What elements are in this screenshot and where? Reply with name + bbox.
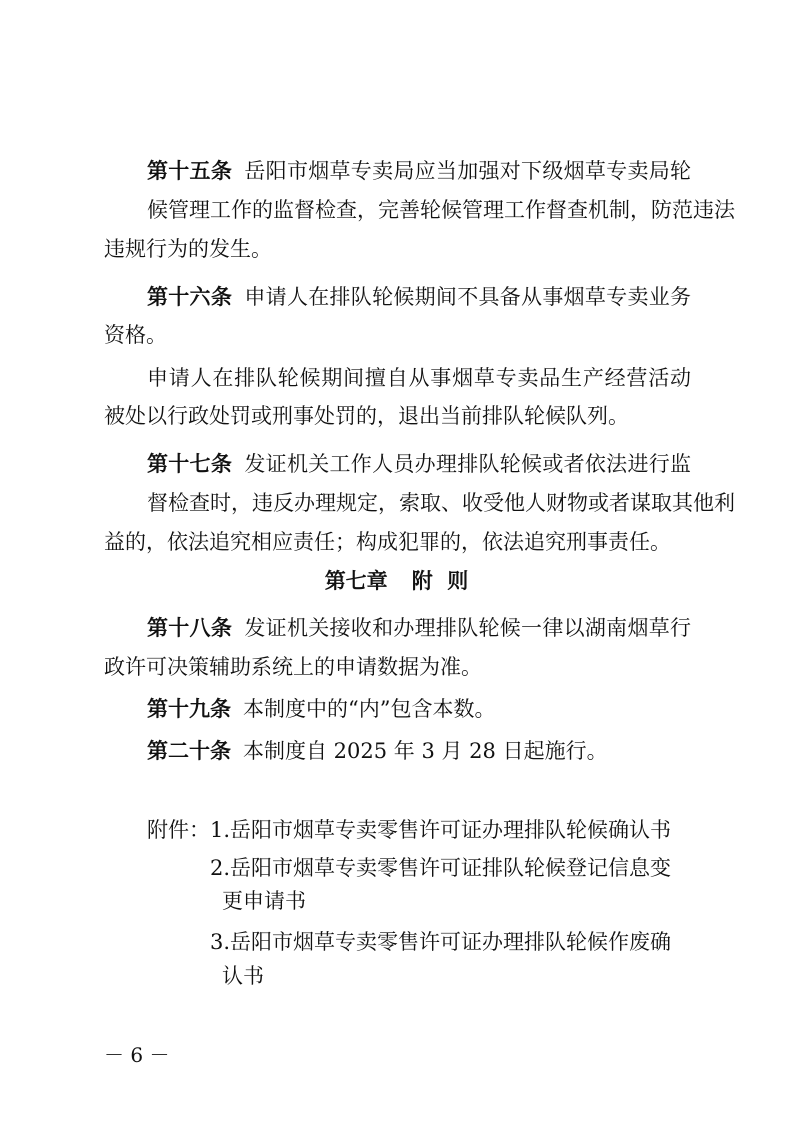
article-16-para-2-line-2: 被处以行政处罚或刑事处罚的，退出当前排队轮候队列。 (104, 404, 629, 428)
attachments-label: 附件： (147, 818, 210, 842)
article-18-text-1: 发证机关接收和办理排队轮候一律以湖南烟草行 (244, 616, 692, 640)
article-17-line-1 (147, 449, 691, 479)
article-18-heading: 第十八条 (147, 616, 233, 640)
chapter-7-heading (0, 566, 793, 596)
article-19-heading: 第十九条 (147, 697, 231, 721)
article-15-line-2: 候管理工作的监督检查，完善轮候管理工作督查机制，防范违法 (147, 198, 735, 222)
article-16-heading: 第十六条 (147, 285, 233, 309)
chapter-7-number: 第七章 (324, 569, 388, 593)
attachment-item-2-line-2: 更申请书 (222, 889, 306, 913)
article-15-line-3: 违规行为的发生。 (104, 237, 272, 261)
article-17-text-1: 发证机关工作人员办理排队轮候或者依法进行监 (244, 452, 692, 476)
article-15-text-1: 岳阳市烟草专卖局应当加强对下级烟草专卖局轮 (244, 159, 692, 183)
article-17-line-2: 督检查时，违反办理规定，索取、收受他人财物或者谋取其他利 (147, 491, 735, 515)
attachment-item-3-line-1: 3.岳阳市烟草专卖零售许可证办理排队轮候作废确 (210, 930, 672, 954)
article-19-line-1 (147, 694, 495, 724)
attachment-item-1: 1.岳阳市烟草专卖零售许可证办理排队轮候确认书 (210, 818, 672, 842)
article-16-text-1: 申请人在排队轮候期间不具备从事烟草专卖业务 (244, 285, 692, 309)
chapter-7-title: 附 则 (411, 569, 469, 593)
article-20-line-1 (147, 736, 608, 766)
article-17-heading: 第十七条 (147, 452, 233, 476)
article-15-heading: 第十五条 (147, 159, 233, 183)
article-16-para-2-line-1: 申请人在排队轮候期间擅自从事烟草专卖品生产经营活动 (147, 366, 691, 390)
article-19-text-1: 本制度中的“内”包含本数。 (243, 697, 496, 721)
article-20-text-1: 本制度自 2025 年 3 月 28 日起施行。 (243, 739, 608, 763)
attachment-item-3-line-2: 认书 (222, 964, 264, 988)
article-15-line-1 (147, 156, 691, 186)
article-17-line-3: 益的，依法追究相应责任；构成犯罪的，依法追究刑事责任。 (104, 530, 671, 554)
article-20-heading: 第二十条 (147, 739, 231, 763)
article-16-line-2: 资格。 (104, 323, 167, 347)
article-18-line-1 (147, 613, 691, 643)
attachment-item-2-line-1: 2.岳阳市烟草专卖零售许可证排队轮候登记信息变 (210, 856, 672, 880)
article-18-line-2: 政许可决策辅助系统上的申请数据为准。 (104, 655, 482, 679)
page-number: － 6 － (104, 1043, 170, 1067)
article-16-line-1 (147, 282, 691, 312)
attachments-line-1 (147, 815, 671, 845)
